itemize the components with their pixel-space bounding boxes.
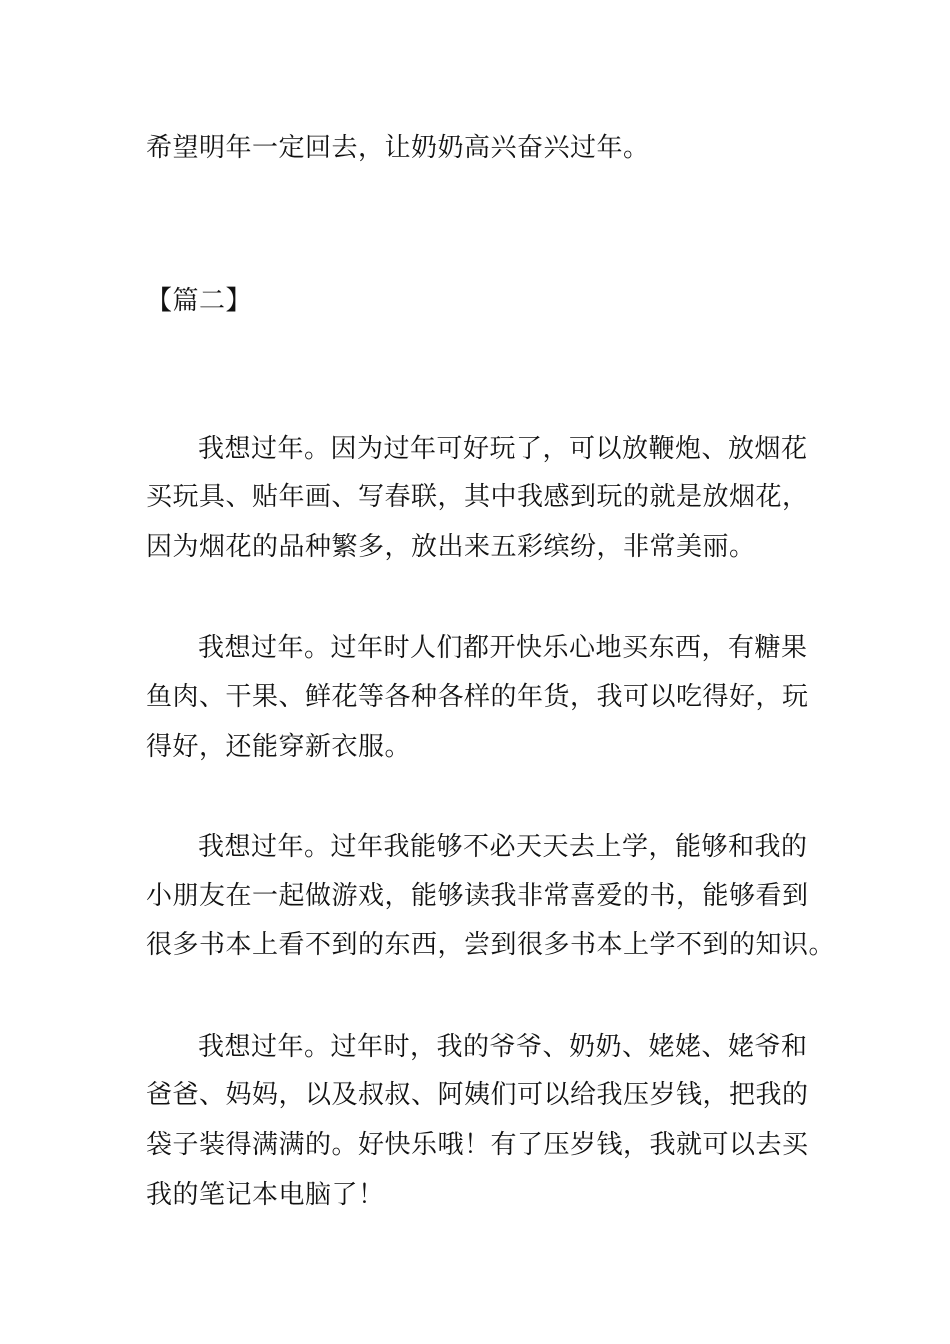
paragraph-line: 我想过年。因为过年可好玩了，可以放鞭炮、放烟花 [198, 434, 808, 464]
paragraph-line: 得好，还能穿新衣服。 [146, 732, 412, 762]
intro-line: 希望明年一定回去，让奶奶高兴奋兴过年。 [146, 133, 650, 163]
paragraph-line: 小朋友在一起做游戏，能够读我非常喜爱的书，能够看到 [146, 881, 809, 911]
paragraph-line: 我的笔记本电脑了！ [146, 1180, 385, 1210]
paragraph-line: 很多书本上看不到的东西，尝到很多书本上学不到的知识。 [146, 930, 836, 960]
paragraph-line: 我想过年。过年时，我的爷爷、奶奶、姥姥、姥爷和 [198, 1032, 808, 1062]
paragraph-line: 鱼肉、干果、鲜花等各种各样的年货，我可以吃得好，玩 [146, 682, 809, 712]
paragraph-line: 袋子装得满满的。好快乐哦！有了压岁钱，我就可以去买 [146, 1130, 809, 1160]
paragraph-line: 我想过年。过年时人们都开快乐心地买东西，有糖果 [198, 633, 808, 663]
paragraph-line: 爸爸、妈妈，以及叔叔、阿姨们可以给我压岁钱，把我的 [146, 1080, 809, 1110]
paragraph-line: 因为烟花的品种繁多，放出来五彩缤纷，非常美丽。 [146, 532, 756, 562]
section-heading: 【篇二】 [146, 286, 253, 316]
paragraph-line: 我想过年。过年我能够不必天天去上学，能够和我的 [198, 832, 808, 862]
paragraph-line: 买玩具、贴年画、写春联，其中我感到玩的就是放烟花， [146, 482, 809, 512]
